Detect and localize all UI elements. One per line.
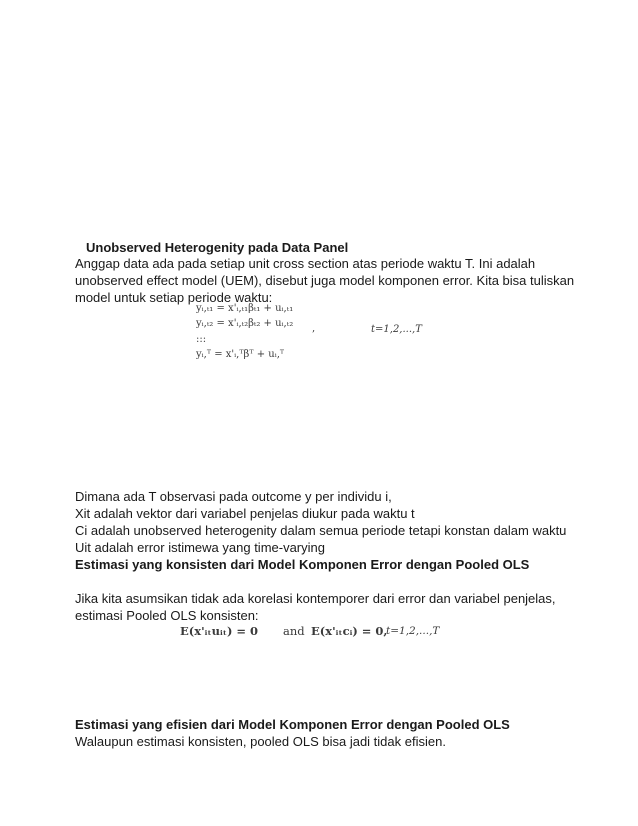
equation-comma: , — [312, 323, 316, 334]
equation-line: yᵢ,ᵀ = x'ᵢ,ᵀβᵀ + uᵢ,ᵀ — [196, 349, 285, 360]
definitions-list — [75, 488, 566, 556]
moment-conditions-equation — [180, 624, 470, 644]
paragraph-line: model untuk setiap periode waktu: — [75, 290, 273, 305]
equation-line: yᵢ,ₜ₂ = x'ᵢ,ₜ₂βₜ₂ + uᵢ,ₜ₂ — [196, 318, 294, 329]
paragraph-line: Walaupun estimasi konsisten, pooled OLS bisa jadi tidak efisien. — [75, 734, 446, 749]
section-title-estimasi-konsisten: Estimasi yang konsisten dari Model Komponen Error dengan Pooled OLS — [75, 557, 530, 572]
paragraph-line: estimasi Pooled OLS konsisten: — [75, 608, 259, 623]
definition-line: Uit adalah error istimewa yang time-varying — [75, 540, 325, 555]
paragraph-line: Jika kita asumsikan tidak ada korelasi kontemporer dari error dan variabel penjelas, — [75, 591, 556, 606]
section1-paragraph — [75, 255, 574, 306]
definition-line: Dimana ada T observasi pada outcome y per individu i, — [75, 489, 392, 504]
equation-range: t=1,2,...,T — [371, 324, 422, 335]
equation-left: E(x'ᵢₜuᵢₜ) = 0 — [180, 624, 259, 638]
definition-line: Ci adalah unobserved heterogenity dalam semua periode tetapi konstan dalam waktu — [75, 523, 567, 538]
equation-and: and — [283, 624, 305, 638]
equation-system-image — [196, 303, 446, 369]
equation-range: t=1,2,...,T — [386, 625, 440, 637]
equation-right: E(x'ᵢₜcᵢ) = 0, — [311, 624, 388, 638]
paragraph-line: unobserved effect model (UEM), disebut juga model komponen error. Kita bisa tuliskan — [75, 273, 575, 288]
section-title-estimasi-efisien: Estimasi yang efisien dari Model Komponen Error dengan Pooled OLS — [75, 717, 510, 732]
section2-paragraph — [75, 590, 556, 624]
equation-line: yᵢ,ₜ₁ = x'ᵢ,ₜ₁βₜ₁ + uᵢ,ₜ₁ — [196, 303, 294, 314]
paragraph-line: Anggap data ada pada setiap unit cross section atas periode waktu T. Ini adalah — [75, 256, 536, 271]
definition-line: Xit adalah vektor dari variabel penjelas diukur pada waktu t — [75, 506, 415, 521]
equation-dots: ::: — [196, 334, 207, 345]
section-title-unobserved-heterogenity: Unobserved Heterogenity pada Data Panel — [86, 240, 349, 255]
section3-paragraph — [75, 733, 446, 750]
